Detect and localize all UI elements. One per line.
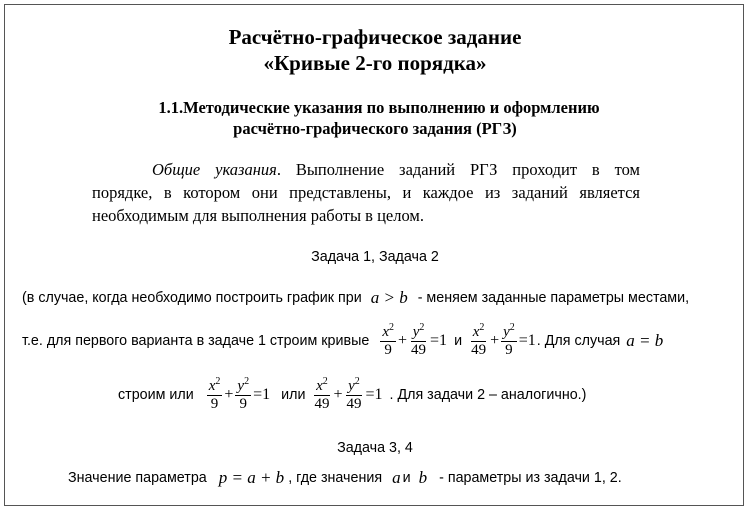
fraction-y2-over-49-b: $\frac{y^2}{49}$ [346,375,362,412]
task12-line3-text-b: . Для задачи 2 – аналогично.) [389,387,587,403]
task34-text-b: , где значения [288,470,383,486]
section-heading-line1: 1.1.Методические указания по выполнению и оформлению [158,98,600,117]
intro-line-1-rest: . Выполнение заданий РГЗ проходит в том [276,160,640,179]
intro-line-1 [92,158,640,181]
fraction-x2-over-9: $\frac{x^2}{9}$ [382,321,394,358]
task12-line1-text-a: (в случае, когда необходимо построить график при [22,290,362,306]
fraction-y2-over-9: $\frac{y^2}{9}$ [503,321,515,358]
conj-and: и [454,333,463,349]
fraction-y2-over-49: $\frac{y^2}{49}$ [411,321,427,358]
intro-paragraph [92,158,640,227]
intro-italic-lead: Общие указания [152,160,277,179]
task34-text-c: - параметры из задачи 1, 2. [439,470,622,486]
conj-or: или [281,387,306,403]
fraction-x2-over-49-b: $\frac{x^2}{49}$ [314,375,330,412]
fraction-x2-over-9-b: $\frac{x^2}{9}$ [208,375,221,412]
task34-conj: и [402,470,411,486]
var-b: b [418,468,428,487]
document-title-line2: «Кривые 2-го порядка» [263,51,487,75]
task12-line2: т.е. для первого варианта в задаче 1 строим кривые $\frac{x^2}{9}$ + $\frac{y^2}{49}$ =1 и $\frac{x^2}{49}$ + $\frac{y^2}{9}$ =1 . Для случая a = b [22,321,664,358]
formula-p-eq-a-plus-b: p = a + b [218,468,285,487]
task12-line2-text-b: . Для случая [536,333,621,349]
intro-line-2: порядке, в котором они представлены, и каждое из заданий является [92,183,640,202]
task12-heading: Задача 1, Задача 2 [311,249,439,265]
section-heading-line2: расчётно-графического задания (РГЗ) [233,119,517,138]
task34-heading: Задача 3, 4 [337,440,413,456]
condition-a-gt-b: a > b [370,288,408,307]
condition-a-eq-b: a = b [626,331,664,350]
intro-line-3: необходимым для выполнения работы в целом. [92,206,424,225]
task34-text-a: Значение параметра [68,470,207,486]
task12-line3: строим или $\frac{x^2}{9}$ + $\frac{y^2}{9}$ =1 или $\frac{x^2}{49}$ + $\frac{y^2}{49}$ =1 . Для задачи 2 – аналогично.) [118,375,587,412]
task12-line1 [22,288,689,308]
fraction-y2-over-9-b: $\frac{y^2}{9}$ [237,375,250,412]
task12-line3-text-a: строим или [118,387,194,403]
task12-line2-text-a: т.е. для первого варианта в задаче 1 строим кривые [22,333,370,349]
document-title-line1: Расчётно-графическое задание [228,25,522,49]
task12-line1-text-b: - меняем заданные параметры местами, [417,290,690,306]
var-a: a [392,468,401,487]
task34-line [68,468,622,488]
fraction-x2-over-49: $\frac{x^2}{49}$ [471,321,487,358]
